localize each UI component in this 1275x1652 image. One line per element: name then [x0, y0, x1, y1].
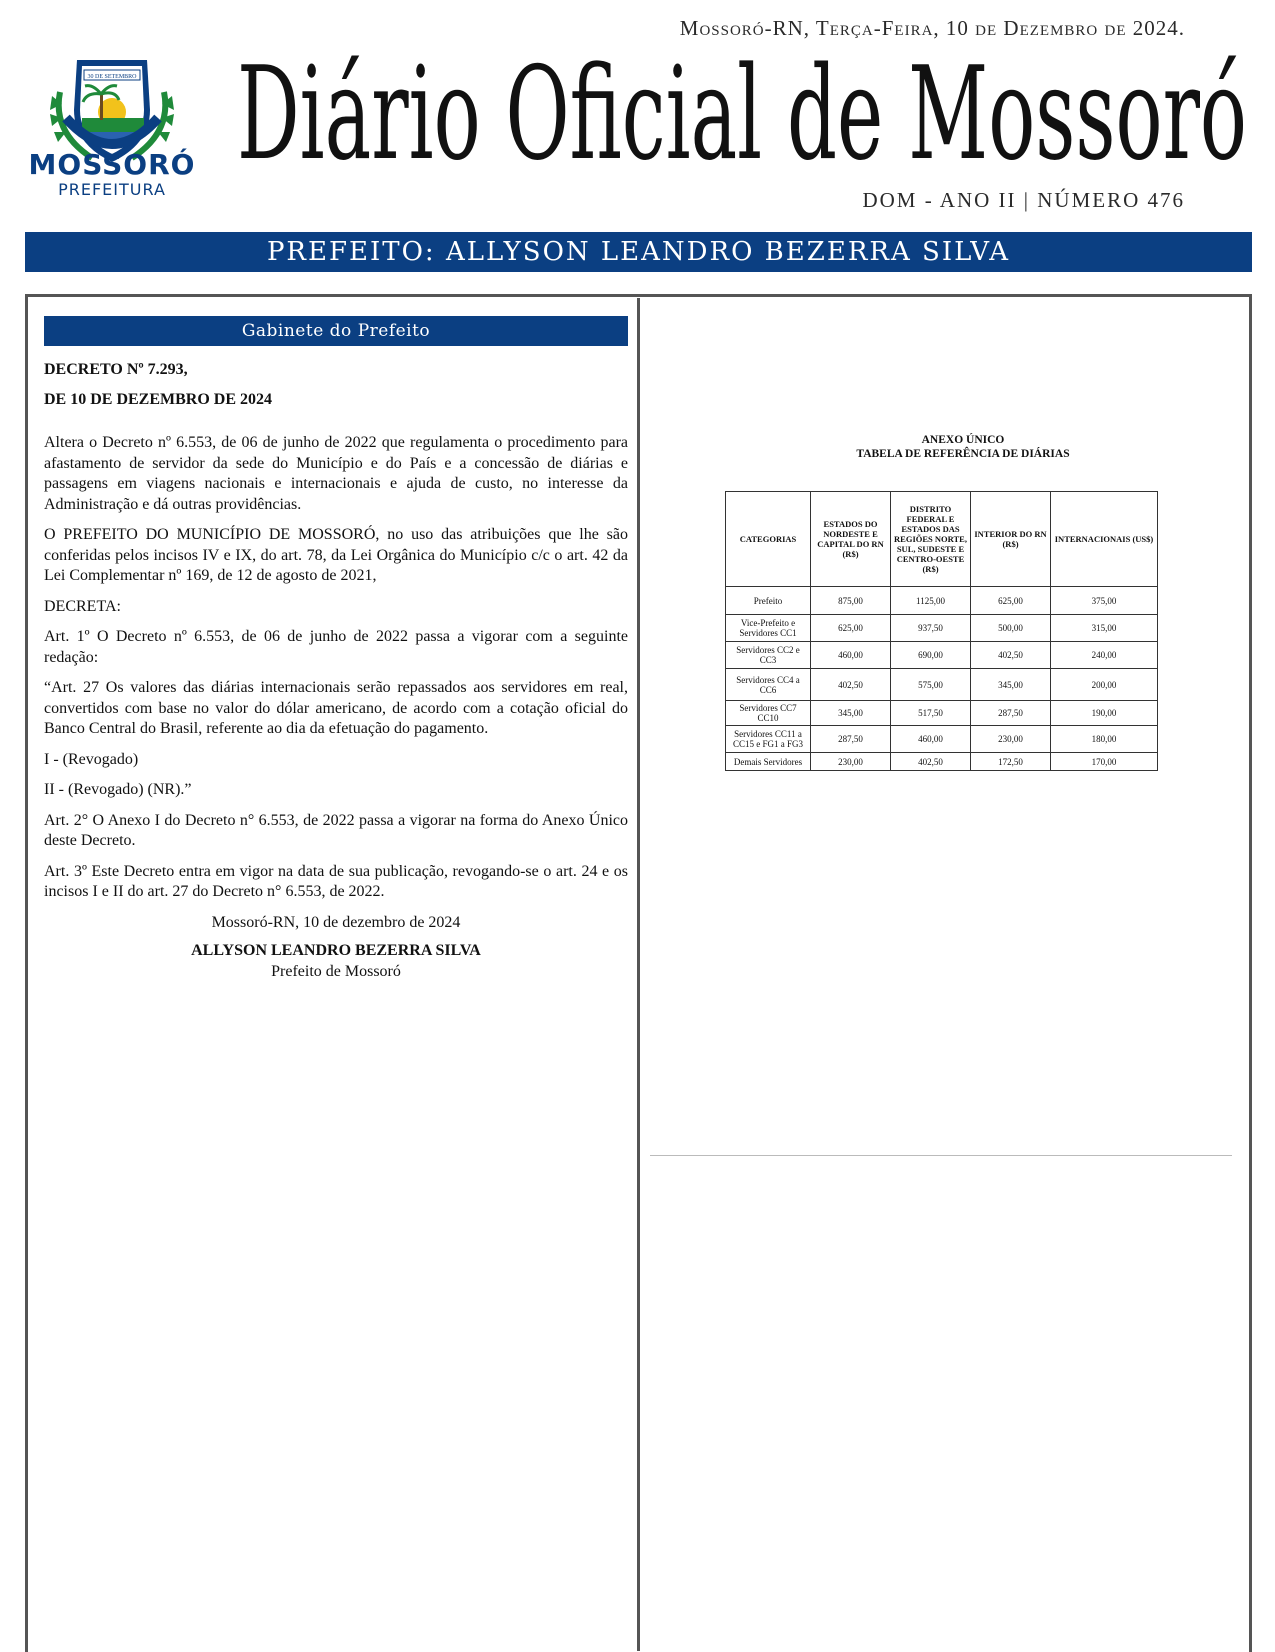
table-cell: 402,50	[811, 669, 891, 701]
table-cell: Servidores CC7 CC10	[726, 701, 811, 726]
decree-art3: Art. 3º Este Decreto entra em vigor na data de sua publicação, revogando-se o art. 24 e os incisos I e II do art. 27 do Decreto n° 6.553, de 2022.	[44, 862, 628, 900]
annex-heading	[720, 433, 1206, 461]
table-cell: 200,00	[1051, 669, 1158, 701]
annex-title: ANEXO ÚNICO	[921, 434, 1005, 446]
table-cell: 240,00	[1051, 642, 1158, 669]
table-cell: 937,50	[891, 615, 971, 642]
table-cell: Demais Servidores	[726, 753, 811, 771]
table-header-row	[726, 492, 1158, 587]
table-cell: Servidores CC11 a CC15 e FG1 a FG3	[726, 726, 811, 753]
prefeitura-logo	[22, 52, 202, 202]
logo-city-name: MOSSORÓ	[28, 148, 196, 181]
table-row	[726, 753, 1158, 771]
right-column-rule	[650, 1155, 1232, 1156]
table-row	[726, 615, 1158, 642]
decree-body	[44, 360, 628, 982]
table-row	[726, 642, 1158, 669]
decree-title-line1: DECRETO Nº 7.293,	[44, 361, 188, 378]
table-cell: 190,00	[1051, 701, 1158, 726]
table-header-cell: CATEGORIAS	[726, 492, 811, 587]
table-cell: 230,00	[811, 753, 891, 771]
table-cell: 345,00	[811, 701, 891, 726]
decree-art2: Art. 2° O Anexo I do Decreto n° 6.553, de 2022 passa a vigorar na forma do Anexo Único deste Decreto.	[44, 811, 628, 849]
table-row	[726, 726, 1158, 753]
table-row	[726, 701, 1158, 726]
decree-art1: Art. 1º O Decreto nº 6.553, de 06 de junho de 2022 passa a vigorar com a seguinte redação:	[44, 628, 628, 666]
decree-signer-role: Prefeito de Mossoró	[271, 962, 401, 980]
edition-number: DOM - ANO II | NÚMERO 476	[862, 188, 1185, 212]
table-cell: Servidores CC4 a CC6	[726, 669, 811, 701]
table-cell: 402,50	[891, 753, 971, 771]
annex-subtitle: TABELA DE REFERÊNCIA DE DIÁRIAS	[856, 448, 1070, 460]
table-cell: 315,00	[1051, 615, 1158, 642]
table-cell: 375,00	[1051, 587, 1158, 615]
decree-ementa: Altera o Decreto nº 6.553, de 06 de junho de 2022 que regulamenta o procedimento para afastamento de servidor da sede do Município e do País e a concessão de diárias e passagens em viagens nacionais e internacionais e ajuda de custo, no interesse da Administração e dá outras providências.	[44, 434, 628, 513]
table-cell: 230,00	[971, 726, 1051, 753]
table-row	[726, 587, 1158, 615]
publication-dateline: Mossoró-RN, Terça-Feira, 10 de Dezembro de 2024.	[679, 16, 1185, 40]
table-row	[726, 669, 1158, 701]
diarias-reference-table	[725, 491, 1158, 771]
table-cell: Prefeito	[726, 587, 811, 615]
table-cell: 460,00	[811, 642, 891, 669]
table-cell: 875,00	[811, 587, 891, 615]
table-cell: 625,00	[811, 615, 891, 642]
logo-banner-text: 30 DE SETEMBRO	[87, 74, 137, 80]
mayor-band: PREFEITO: ALLYSON LEANDRO BEZERRA SILVA	[25, 232, 1252, 272]
table-cell: 575,00	[891, 669, 971, 701]
table-cell: 460,00	[891, 726, 971, 753]
table-cell: 170,00	[1051, 753, 1158, 771]
table-cell: 345,00	[971, 669, 1051, 701]
section-title-bar: Gabinete do Prefeito	[44, 316, 628, 346]
table-header-cell: ESTADOS DO NORDESTE E CAPITAL DO RN (R$)	[811, 492, 891, 587]
table-cell: 287,50	[811, 726, 891, 753]
table-cell: 500,00	[971, 615, 1051, 642]
column-divider	[637, 298, 640, 1651]
masthead-title	[232, 36, 1255, 176]
decree-title-line2: DE 10 DE DEZEMBRO DE 2024	[44, 391, 273, 408]
decree-place-date: Mossoró-RN, 10 de dezembro de 2024	[211, 913, 461, 931]
table-cell: 517,50	[891, 701, 971, 726]
table-cell: 1125,00	[891, 587, 971, 615]
table-cell: Vice-Prefeito e Servidores CC1	[726, 615, 811, 642]
table-header-cell: INTERNACIONAIS (US$)	[1051, 492, 1158, 587]
decree-decreta: DECRETA:	[44, 597, 121, 615]
table-cell: 172,50	[971, 753, 1051, 771]
table-cell: 625,00	[971, 587, 1051, 615]
table-header-cell: DISTRITO FEDERAL E ESTADOS DAS REGIÕES NORTE, SUL, SUDESTE E CENTRO-OESTE (R$)	[891, 492, 971, 587]
decree-art27: “Art. 27 Os valores das diárias internacionais serão repassados aos servidores em real, convertidos com base no valor do dólar americano, de acordo com a cotação oficial do Banco Central do Brasil, referente ao dia da efetuação do pagamento.	[44, 679, 628, 737]
table-header-cell: INTERIOR DO RN (R$)	[971, 492, 1051, 587]
logo-subtitle: PREFEITURA	[58, 180, 166, 199]
table-cell: Servidores CC2 e CC3	[726, 642, 811, 669]
masthead-text: Diário Oficial de Mossoró	[237, 40, 1247, 176]
table-cell: 690,00	[891, 642, 971, 669]
table-cell: 287,50	[971, 701, 1051, 726]
decree-signer: ALLYSON LEANDRO BEZERRA SILVA	[191, 942, 481, 959]
decree-inciso2: II - (Revogado) (NR).”	[44, 781, 192, 798]
table-cell: 180,00	[1051, 726, 1158, 753]
decree-inciso1: I - (Revogado)	[44, 750, 139, 768]
table-cell: 402,50	[971, 642, 1051, 669]
decree-preamble: O PREFEITO DO MUNICÍPIO DE MOSSORÓ, no uso das atribuições que lhe são conferidas pelos incisos IV e IX, do art. 78, da Lei Orgânica do Município c/c o art. 42 da Lei Complementar nº 169, de 12 de agosto de 2021,	[44, 526, 628, 584]
